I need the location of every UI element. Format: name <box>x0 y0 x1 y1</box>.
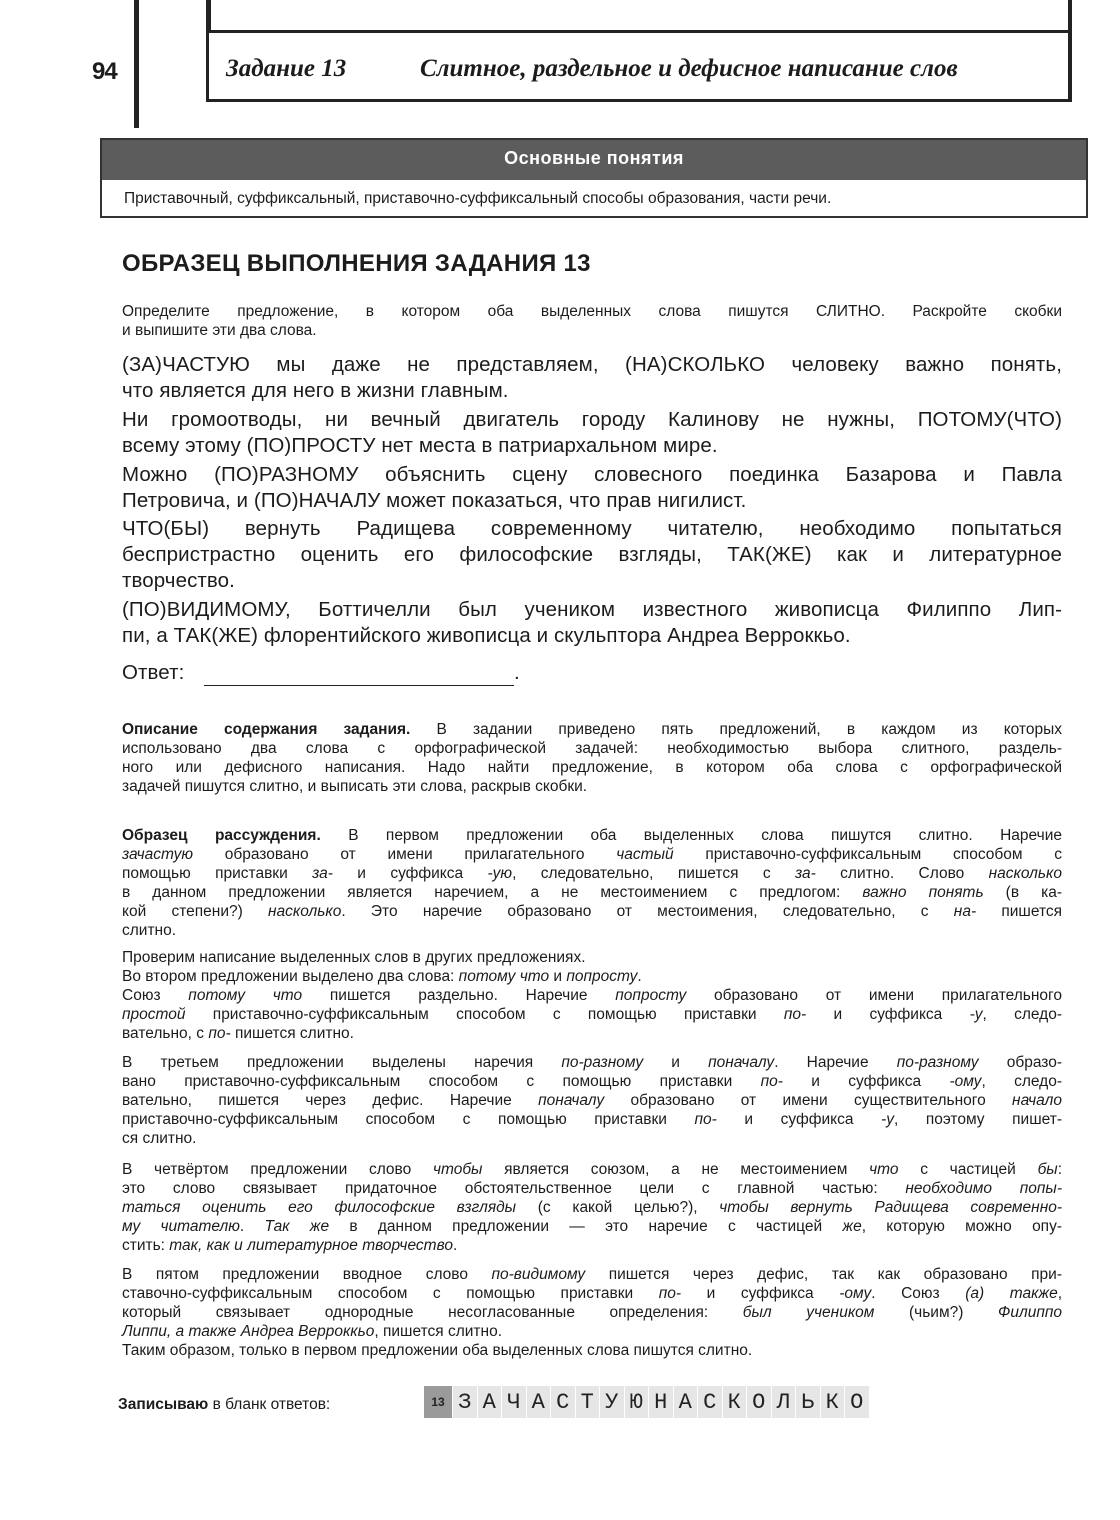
description-line: использовано два слова с орфографической задачей: необходимостью выбора слитного, раздель- <box>122 740 1062 757</box>
answer-letter-cell: Ч <box>502 1386 526 1418</box>
sentence-2 <box>122 407 1062 459</box>
instruction-line: и выпишите эти два слова. <box>122 322 317 339</box>
title-frame-right-edge <box>1068 0 1072 30</box>
task-label: Задание 13 <box>226 55 347 82</box>
sentence-3 <box>122 462 1062 514</box>
answer-label: Ответ: <box>122 661 185 684</box>
answer-letter-cell: К <box>821 1386 845 1418</box>
description-line: задачей пишутся слитно, и выписать эти слова, раскрыв скобки. <box>122 778 588 795</box>
reasoning-paragraph-4 <box>122 1160 1062 1255</box>
answer-letter-cell: Т <box>576 1386 600 1418</box>
answer-letter-cell: З <box>453 1386 477 1418</box>
sentence-line: (ПО)ВИДИМОМУ, Боттичелли был учеником известного живописца Филиппо Лип- <box>122 598 1062 621</box>
description-paragraph <box>122 720 1062 796</box>
sentence-line: что является для него в жизни главным. <box>122 379 509 402</box>
answer-letter-cell: С <box>551 1386 575 1418</box>
reasoning-line: приставочно-суффиксальным способом с помощью приставки по- и суффикса -у, поэтому пишет- <box>122 1111 1062 1128</box>
reasoning-lines <box>122 845 1062 940</box>
reasoning-line: Образец рассуждения. В первом предложении оба выделенных слова пишутся слитно. Наречие <box>122 827 1062 844</box>
sentence-1 <box>122 352 1062 404</box>
reasoning-line: кой степени?) насколько. Это наречие образовано от местоимения, следовательно, с на- пишется <box>122 903 1063 920</box>
reasoning-line: ставочно-суффиксальным способом с помощью приставки по- и суффикса -ому. Союз (а) также, <box>122 1285 1062 1302</box>
reasoning-line: Липпи, а также Андреа Верроккьо, пишется слитно. <box>122 1323 503 1340</box>
reasoning-line: таться оценить его философские взгляды (с какой целью?), чтобы вернуть Радищева современно- <box>122 1199 1062 1216</box>
reasoning-line: Союз потому что пишется раздельно. Наречие попросту образовано от имени прилагательного <box>122 987 1062 1004</box>
instruction-line: Определите предложение, в котором оба выделенных слова пишутся СЛИТНО. Раскройте скобки <box>122 303 1062 320</box>
concepts-text: Приставочный, суффиксальный, приставочно-суффиксальный способы образования, части речи. <box>124 190 832 207</box>
answer-letter-cell: Л <box>772 1386 796 1418</box>
reasoning-line: зачастую образовано от имени прилагательного частый приставочно-суффиксальным способом с <box>122 846 1062 863</box>
reasoning-line: который связывает однородные несогласованные определения: был учеником (чьим?) Филиппо <box>122 1304 1062 1321</box>
sentence-line: творчество. <box>122 569 235 592</box>
reasoning-line: В четвёртом предложении слово чтобы является союзом, а не местоимением что с частицей бы: <box>122 1161 1062 1178</box>
sentence-5 <box>122 597 1062 649</box>
title-frame-left-edge <box>206 0 211 30</box>
reasoning-line: в данном предложении является наречием, а не местоимением с предлогом: важно понять (в ка- <box>122 884 1062 901</box>
reasoning-paragraph-3 <box>122 1053 1062 1148</box>
sentence-line: пи, а ТАК(ЖЕ) флорентийского живописца и скульптора Андреа Верроккьо. <box>122 624 851 647</box>
answer-blank-line[interactable] <box>204 685 514 686</box>
answer-form-cells <box>424 1386 870 1418</box>
answer-letter-cell: А <box>674 1386 698 1418</box>
sample-heading: ОБРАЗЕЦ ВЫПОЛНЕНИЯ ЗАДАНИЯ 13 <box>122 250 591 277</box>
sentence-line: Можно (ПО)РАЗНОМУ объяснить сцену словесного поединка Базарова и Павла <box>122 463 1062 486</box>
answer-letter-cell: О <box>845 1386 869 1418</box>
page-margin-rule <box>134 0 139 128</box>
description-line: ного или дефисного написания. Надо найти предложение, в котором оба слова с орфографической <box>122 759 1062 776</box>
reasoning-line: ся слитно. <box>122 1130 197 1147</box>
description-label: Описание содержания задания. <box>122 721 411 738</box>
answer-letter-cell: Ю <box>625 1386 649 1418</box>
sentence-line: всему этому (ПО)ПРОСТУ нет места в патриархальном мире. <box>122 434 718 457</box>
reasoning-line: вательно, с по- пишется слитно. <box>122 1025 354 1042</box>
sentence-line: беспристрастно оценить его философские взгляды, ТАК(ЖЕ) как и литературное <box>122 543 1062 566</box>
sentence-4 <box>122 516 1062 594</box>
sentence-line: (ЗА)ЧАСТУЮ мы даже не представляем, (НА)СКОЛЬКО человеку важно понять, <box>122 353 1062 376</box>
reasoning-paragraph-1 <box>122 826 1062 940</box>
reasoning-line: Во втором предложении выделено два слова: потому что и попросту. <box>122 968 642 985</box>
answer-letter-cell: А <box>527 1386 551 1418</box>
task-title: Слитное, раздельное и дефисное написание слов <box>420 55 958 82</box>
record-label: Записываю в бланк ответов: <box>118 1396 331 1413</box>
answer-letter-cell: К <box>723 1386 747 1418</box>
reasoning-line: Таким образом, только в первом предложении оба выделенных слова пишутся слитно. <box>122 1342 753 1359</box>
reasoning-label: Образец рассуждения. <box>122 827 321 844</box>
instruction <box>122 302 1062 340</box>
reasoning-line: простой приставочно-суффиксальным способом с помощью приставки по- и суффикса -у, следо- <box>122 1006 1063 1023</box>
answer-letter-cell: О <box>747 1386 771 1418</box>
answer-letter-cell: С <box>698 1386 722 1418</box>
concepts-heading: Основные понятия <box>504 148 684 168</box>
sentence-line: Ни громоотводы, ни вечный двигатель городу Калинову не нужны, ПОТОМУ(ЧТО) <box>122 408 1062 431</box>
answer-letter-cell: Ь <box>796 1386 820 1418</box>
reasoning-line: стить: так, как и литературное творчество. <box>122 1237 458 1254</box>
reasoning-line: слитно. <box>122 922 177 939</box>
sentence-line: ЧТО(БЫ) вернуть Радищева современному читателю, необходимо попытаться <box>122 517 1062 540</box>
reasoning-line: вательно, пишется через дефис. Наречие поначалу образовано от имени существительного начало <box>122 1092 1062 1109</box>
reasoning-line: Проверим написание выделенных слов в других предложениях. <box>122 949 586 966</box>
reasoning-line: вано приставочно-суффиксальным способом с помощью приставки по- и суффикса -ому, следо- <box>122 1073 1062 1090</box>
answer-letter-cell: У <box>600 1386 624 1418</box>
reasoning-line: му читателю. Так же в данном предложении — это наречие с частицей же, которую можно опу- <box>122 1218 1062 1235</box>
reasoning-line: это слово связывает придаточное обстоятельственное цели с главной частью: необходимо попы- <box>122 1180 1062 1197</box>
answer-letter-cell: Н <box>649 1386 673 1418</box>
reasoning-paragraph-2 <box>122 948 1062 1043</box>
reasoning-paragraph-5 <box>122 1265 1062 1360</box>
answer-task-number: 13 <box>424 1386 452 1418</box>
page-number: 94 <box>92 58 117 85</box>
sentence-line: Петровича, и (ПО)НАЧАЛУ может показаться, что прав нигилист. <box>122 489 747 512</box>
reasoning-line: В пятом предложении вводное слово по-видимому пишется через дефис, так как образовано при- <box>122 1266 1062 1283</box>
answer-letter-cell: А <box>478 1386 502 1418</box>
description-line: Описание содержания задания. В задании приведено пять предложений, в каждом из которых <box>122 721 1062 738</box>
reasoning-line: В третьем предложении выделены наречия по-разному и поначалу. Наречие по-разному образо- <box>122 1054 1062 1071</box>
answer-end: . <box>514 661 520 684</box>
reasoning-line: помощью приставки за- и суффикса -ую, следовательно, пишется с за- слитно. Слово насколько <box>122 865 1062 882</box>
